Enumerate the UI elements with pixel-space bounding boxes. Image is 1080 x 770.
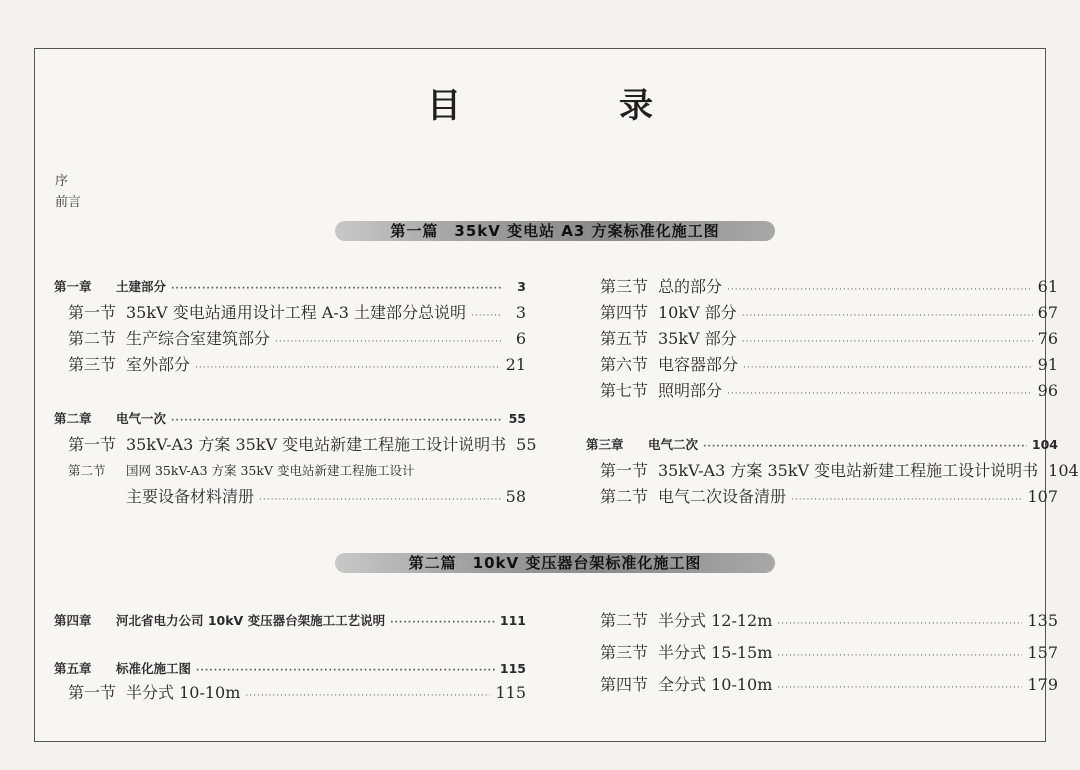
front-item-preface: 序	[55, 174, 69, 189]
page-number: 21	[505, 355, 526, 374]
section-number: 第二节	[68, 463, 106, 478]
section-title: 主要设备材料清册	[126, 487, 255, 506]
leader-dots	[703, 438, 1027, 456]
page-number: 6	[515, 329, 526, 348]
section-title: 35kV 部分	[658, 329, 737, 348]
page-number: 111	[499, 613, 526, 628]
toc-chapter-row[interactable]	[54, 612, 526, 630]
section-title: 总的部分	[658, 277, 723, 296]
chapter-title: 河北省电力公司 10kV 变压器台架施工工艺说明	[116, 613, 386, 628]
toc-section-row[interactable]	[68, 462, 414, 480]
leader-dots	[259, 491, 501, 509]
toc-section-row-continued[interactable]	[68, 488, 526, 506]
section-number: 第二节	[600, 487, 649, 506]
section-number: 第三节	[68, 355, 117, 374]
chapter-number: 第二章	[54, 411, 92, 426]
leader-dots	[791, 491, 1022, 509]
toc-section-row[interactable]	[68, 356, 526, 374]
leader-dots	[777, 679, 1022, 697]
chapter-number: 第一章	[54, 279, 92, 294]
toc-chapter-row[interactable]	[54, 660, 526, 678]
toc-section-row[interactable]	[600, 356, 1058, 374]
leader-dots	[171, 412, 501, 430]
section-number: 第一节	[68, 303, 117, 322]
section-title: 半分式 15-15m	[658, 643, 773, 662]
part2-banner: 第二篇 10kV 变压器台架标准化施工图	[335, 553, 775, 573]
toc-chapter-row[interactable]	[54, 410, 526, 428]
toc-chapter-row[interactable]	[586, 436, 1058, 454]
page-number: 55	[516, 435, 537, 454]
page-number: 67	[1037, 303, 1058, 322]
section-title: 国网 35kV-A3 方案 35kV 变电站新建工程施工设计	[126, 463, 415, 478]
leader-dots	[743, 359, 1033, 377]
leader-dots	[245, 687, 490, 705]
section-number: 第一节	[68, 683, 117, 702]
section-number: 第二节	[600, 611, 649, 630]
leader-dots	[742, 333, 1033, 351]
page-number: 115	[499, 661, 526, 676]
page-title: 目 录	[427, 86, 715, 126]
chapter-number: 第四章	[54, 613, 92, 628]
toc-chapter-row[interactable]	[54, 278, 526, 296]
section-number: 第六节	[600, 355, 649, 374]
section-title: 10kV 部分	[658, 303, 737, 322]
toc-section-row[interactable]	[600, 488, 1058, 506]
chapter-number: 第三章	[586, 437, 624, 452]
chapter-title: 电气一次	[116, 411, 167, 426]
section-title: 半分式 12-12m	[658, 611, 773, 630]
page-number: 96	[1037, 381, 1058, 400]
page-number: 104	[1031, 437, 1058, 452]
leader-dots	[727, 385, 1033, 403]
toc-section-row[interactable]	[600, 676, 1058, 694]
leader-dots	[275, 333, 501, 351]
section-number: 第三节	[600, 643, 649, 662]
section-title: 生产综合室建筑部分	[126, 329, 271, 348]
page-number: 104	[1048, 461, 1079, 480]
part1-banner: 第一篇 35kV 变电站 A3 方案标准化施工图	[335, 221, 775, 241]
page-number: 3	[515, 303, 526, 322]
page-number: 61	[1037, 277, 1058, 296]
toc-section-row[interactable]	[68, 330, 526, 348]
chapter-title: 电气二次	[648, 437, 699, 452]
toc-section-row[interactable]	[600, 461, 1079, 480]
page-number: 107	[1027, 487, 1058, 506]
section-number: 第一节	[600, 461, 649, 480]
section-number: 第四节	[600, 303, 649, 322]
chapter-title: 标准化施工图	[116, 661, 192, 676]
chapter-title: 土建部分	[116, 279, 167, 294]
leader-dots	[777, 615, 1022, 633]
section-title: 半分式 10-10m	[126, 683, 241, 702]
page-number: 55	[508, 411, 526, 426]
leader-dots	[195, 359, 501, 377]
section-title: 照明部分	[658, 381, 723, 400]
page-number: 76	[1037, 329, 1058, 348]
toc-section-row[interactable]	[600, 304, 1058, 322]
leader-dots	[196, 662, 495, 680]
section-title: 35kV 变电站通用设计工程 A-3 土建部分总说明	[126, 303, 467, 322]
section-number: 第四节	[600, 675, 649, 694]
toc-section-row[interactable]	[600, 330, 1058, 348]
toc-section-row[interactable]	[600, 278, 1058, 296]
section-title: 室外部分	[126, 355, 191, 374]
section-number: 第二节	[68, 329, 117, 348]
leader-dots	[171, 280, 501, 298]
leader-dots	[777, 647, 1022, 665]
page-number: 115	[495, 683, 526, 702]
toc-section-row[interactable]	[68, 435, 537, 454]
section-number: 第七节	[600, 381, 649, 400]
page-number: 157	[1027, 643, 1058, 662]
toc-section-row[interactable]	[600, 644, 1058, 662]
section-title: 全分式 10-10m	[658, 675, 773, 694]
leader-dots	[471, 307, 501, 325]
toc-section-row[interactable]	[600, 612, 1058, 630]
toc-section-row[interactable]	[68, 684, 526, 702]
section-title: 电气二次设备清册	[658, 487, 787, 506]
page-number: 91	[1037, 355, 1058, 374]
section-number: 第三节	[600, 277, 649, 296]
section-number: 第五节	[600, 329, 649, 348]
leader-dots	[390, 614, 495, 632]
chapter-number: 第五章	[54, 661, 92, 676]
toc-section-row[interactable]	[68, 304, 526, 322]
section-title: 电容器部分	[658, 355, 739, 374]
section-title: 35kV-A3 方案 35kV 变电站新建工程施工设计说明书	[126, 435, 507, 454]
section-title: 35kV-A3 方案 35kV 变电站新建工程施工设计说明书	[658, 461, 1039, 480]
page-number: 58	[505, 487, 526, 506]
front-item-foreword: 前言	[55, 195, 82, 210]
toc-section-row[interactable]	[600, 382, 1058, 400]
leader-dots	[742, 307, 1033, 325]
page-number: 135	[1027, 611, 1058, 630]
leader-dots	[727, 281, 1033, 299]
page-number: 3	[517, 279, 526, 294]
section-number: 第一节	[68, 435, 117, 454]
page-number: 179	[1027, 675, 1058, 694]
